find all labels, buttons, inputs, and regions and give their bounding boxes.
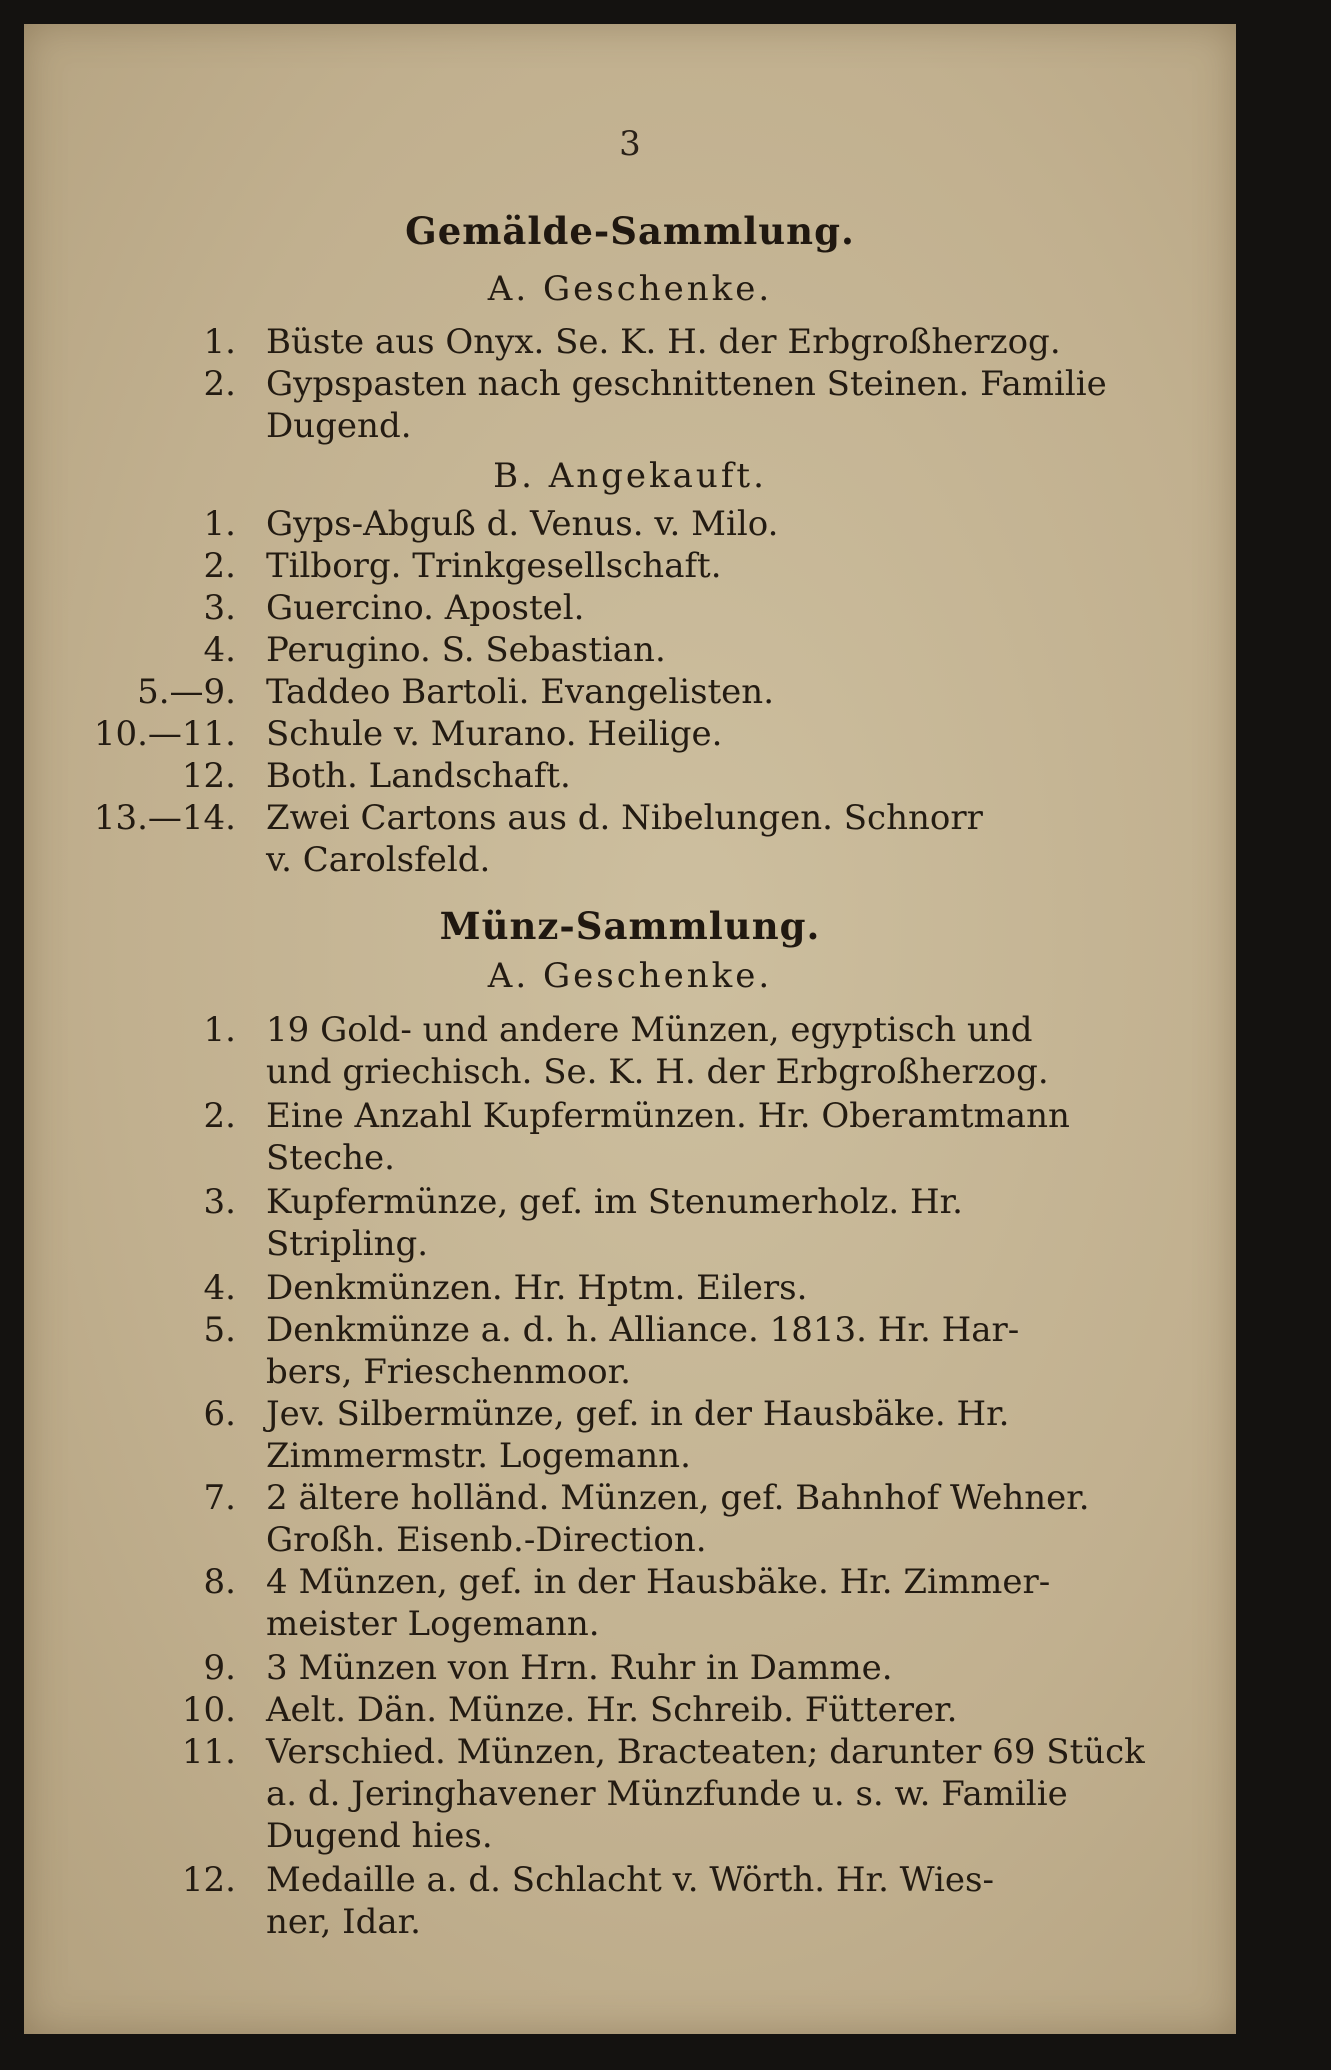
- entry-number: 2.: [203, 364, 236, 404]
- entry-text: a. d. Jeringhavener Münzfunde u. s. w. Familie: [266, 1774, 1068, 1814]
- entry-text: bers, Frieschenmoor.: [266, 1352, 631, 1392]
- section-title-muenz: Münz-Sammlung.: [439, 904, 821, 948]
- entry-number: 7.: [203, 1478, 236, 1518]
- entry-text: Zwei Cartons aus d. Nibelungen. Schnorr: [266, 798, 983, 838]
- entry-text: Zimmermstr. Logemann.: [266, 1436, 691, 1476]
- entry-number: 9.: [203, 1648, 236, 1688]
- entry-number: 12.: [181, 756, 236, 796]
- entry-text: 4 Münzen, gef. in der Hausbäke. Hr. Zimmer-: [266, 1562, 1051, 1602]
- entry-number: 2.: [203, 546, 236, 586]
- entry-number: 3.: [203, 1182, 236, 1222]
- entry-text: Verschied. Münzen, Bracteaten; darunter 69 Stück: [266, 1732, 1145, 1772]
- entry-text: Jev. Silbermünze, gef. in der Hausbäke. Hr.: [266, 1394, 1010, 1434]
- entry-text: v. Carolsfeld.: [266, 840, 491, 880]
- entry-number: 1.: [203, 322, 236, 362]
- group-heading-gemaelde-geschenke: A. Geschenke.: [487, 269, 773, 309]
- entry-text: Dugend hies.: [266, 1816, 493, 1856]
- entry-number: 12.: [181, 1860, 236, 1900]
- entry-number: 1.: [203, 504, 236, 544]
- entry-number: 4.: [203, 630, 236, 670]
- entry-text: Guercino. Apostel.: [266, 588, 585, 628]
- entry-number: 5.—9.: [137, 672, 236, 712]
- group-heading-gemaelde-angekauft: B. Angekauft.: [493, 456, 767, 496]
- entry-text: Both. Landschaft.: [266, 756, 571, 796]
- entry-text: Stripling.: [266, 1224, 429, 1264]
- entry-number: 6.: [203, 1394, 236, 1434]
- entry-text: Dugend.: [266, 406, 412, 446]
- entry-number: 5.: [203, 1310, 236, 1350]
- group-heading-muenz-geschenke: A. Geschenke.: [487, 956, 773, 996]
- entry-number: 3.: [203, 588, 236, 628]
- entry-text: Denkmünze a. d. h. Alliance. 1813. Hr. Har-: [266, 1310, 1020, 1350]
- page-number: 3: [619, 124, 641, 164]
- entry-text: Gypspasten nach geschnittenen Steinen. Familie: [266, 364, 1107, 404]
- entry-text: 3 Münzen von Hrn. Ruhr in Damme.: [266, 1648, 893, 1688]
- entry-text: 19 Gold- und andere Münzen, egyptisch und: [266, 1010, 1033, 1050]
- entry-text: ner, Idar.: [266, 1902, 421, 1942]
- entry-text: Steche.: [266, 1138, 395, 1178]
- entry-text: Tilborg. Trinkgesellschaft.: [266, 546, 722, 586]
- entry-number: 8.: [203, 1562, 236, 1602]
- book-page: [24, 24, 1236, 2034]
- entry-text: Gyps-Abguß d. Venus. v. Milo.: [266, 504, 779, 544]
- entry-number: 13.—14.: [93, 798, 236, 838]
- entry-text: Kupfermünze, gef. im Stenumerholz. Hr.: [266, 1182, 963, 1222]
- entry-number: 11.: [181, 1732, 236, 1772]
- entry-text: Aelt. Dän. Münze. Hr. Schreib. Fütterer.: [266, 1690, 958, 1730]
- entry-number: 10.—11.: [93, 714, 236, 754]
- entry-text: Perugino. S. Sebastian.: [266, 630, 666, 670]
- entry-text: Großh. Eisenb.-Direction.: [266, 1520, 707, 1560]
- entry-text: 2 ältere holländ. Münzen, gef. Bahnhof Wehner.: [266, 1478, 1090, 1518]
- entry-number: 10.: [181, 1690, 236, 1730]
- entry-text: Denkmünzen. Hr. Hptm. Eilers.: [266, 1268, 808, 1308]
- entry-number: 2.: [203, 1096, 236, 1136]
- entry-number: 4.: [203, 1268, 236, 1308]
- entry-text: und griechisch. Se. K. H. der Erbgroßherzog.: [266, 1052, 1049, 1092]
- entry-text: meister Logemann.: [266, 1604, 600, 1644]
- entry-text: Eine Anzahl Kupfermünzen. Hr. Oberamtmann: [266, 1096, 1070, 1136]
- entry-text: Taddeo Bartoli. Evangelisten.: [266, 672, 775, 712]
- entry-number: 1.: [203, 1010, 236, 1050]
- entry-text: Medaille a. d. Schlacht v. Wörth. Hr. Wies-: [266, 1860, 994, 1900]
- entry-text: Büste aus Onyx. Se. K. H. der Erbgroßherzog.: [266, 322, 1061, 362]
- section-title-gemaelde: Gemälde-Sammlung.: [405, 209, 855, 253]
- entry-text: Schule v. Murano. Heilige.: [266, 714, 723, 754]
